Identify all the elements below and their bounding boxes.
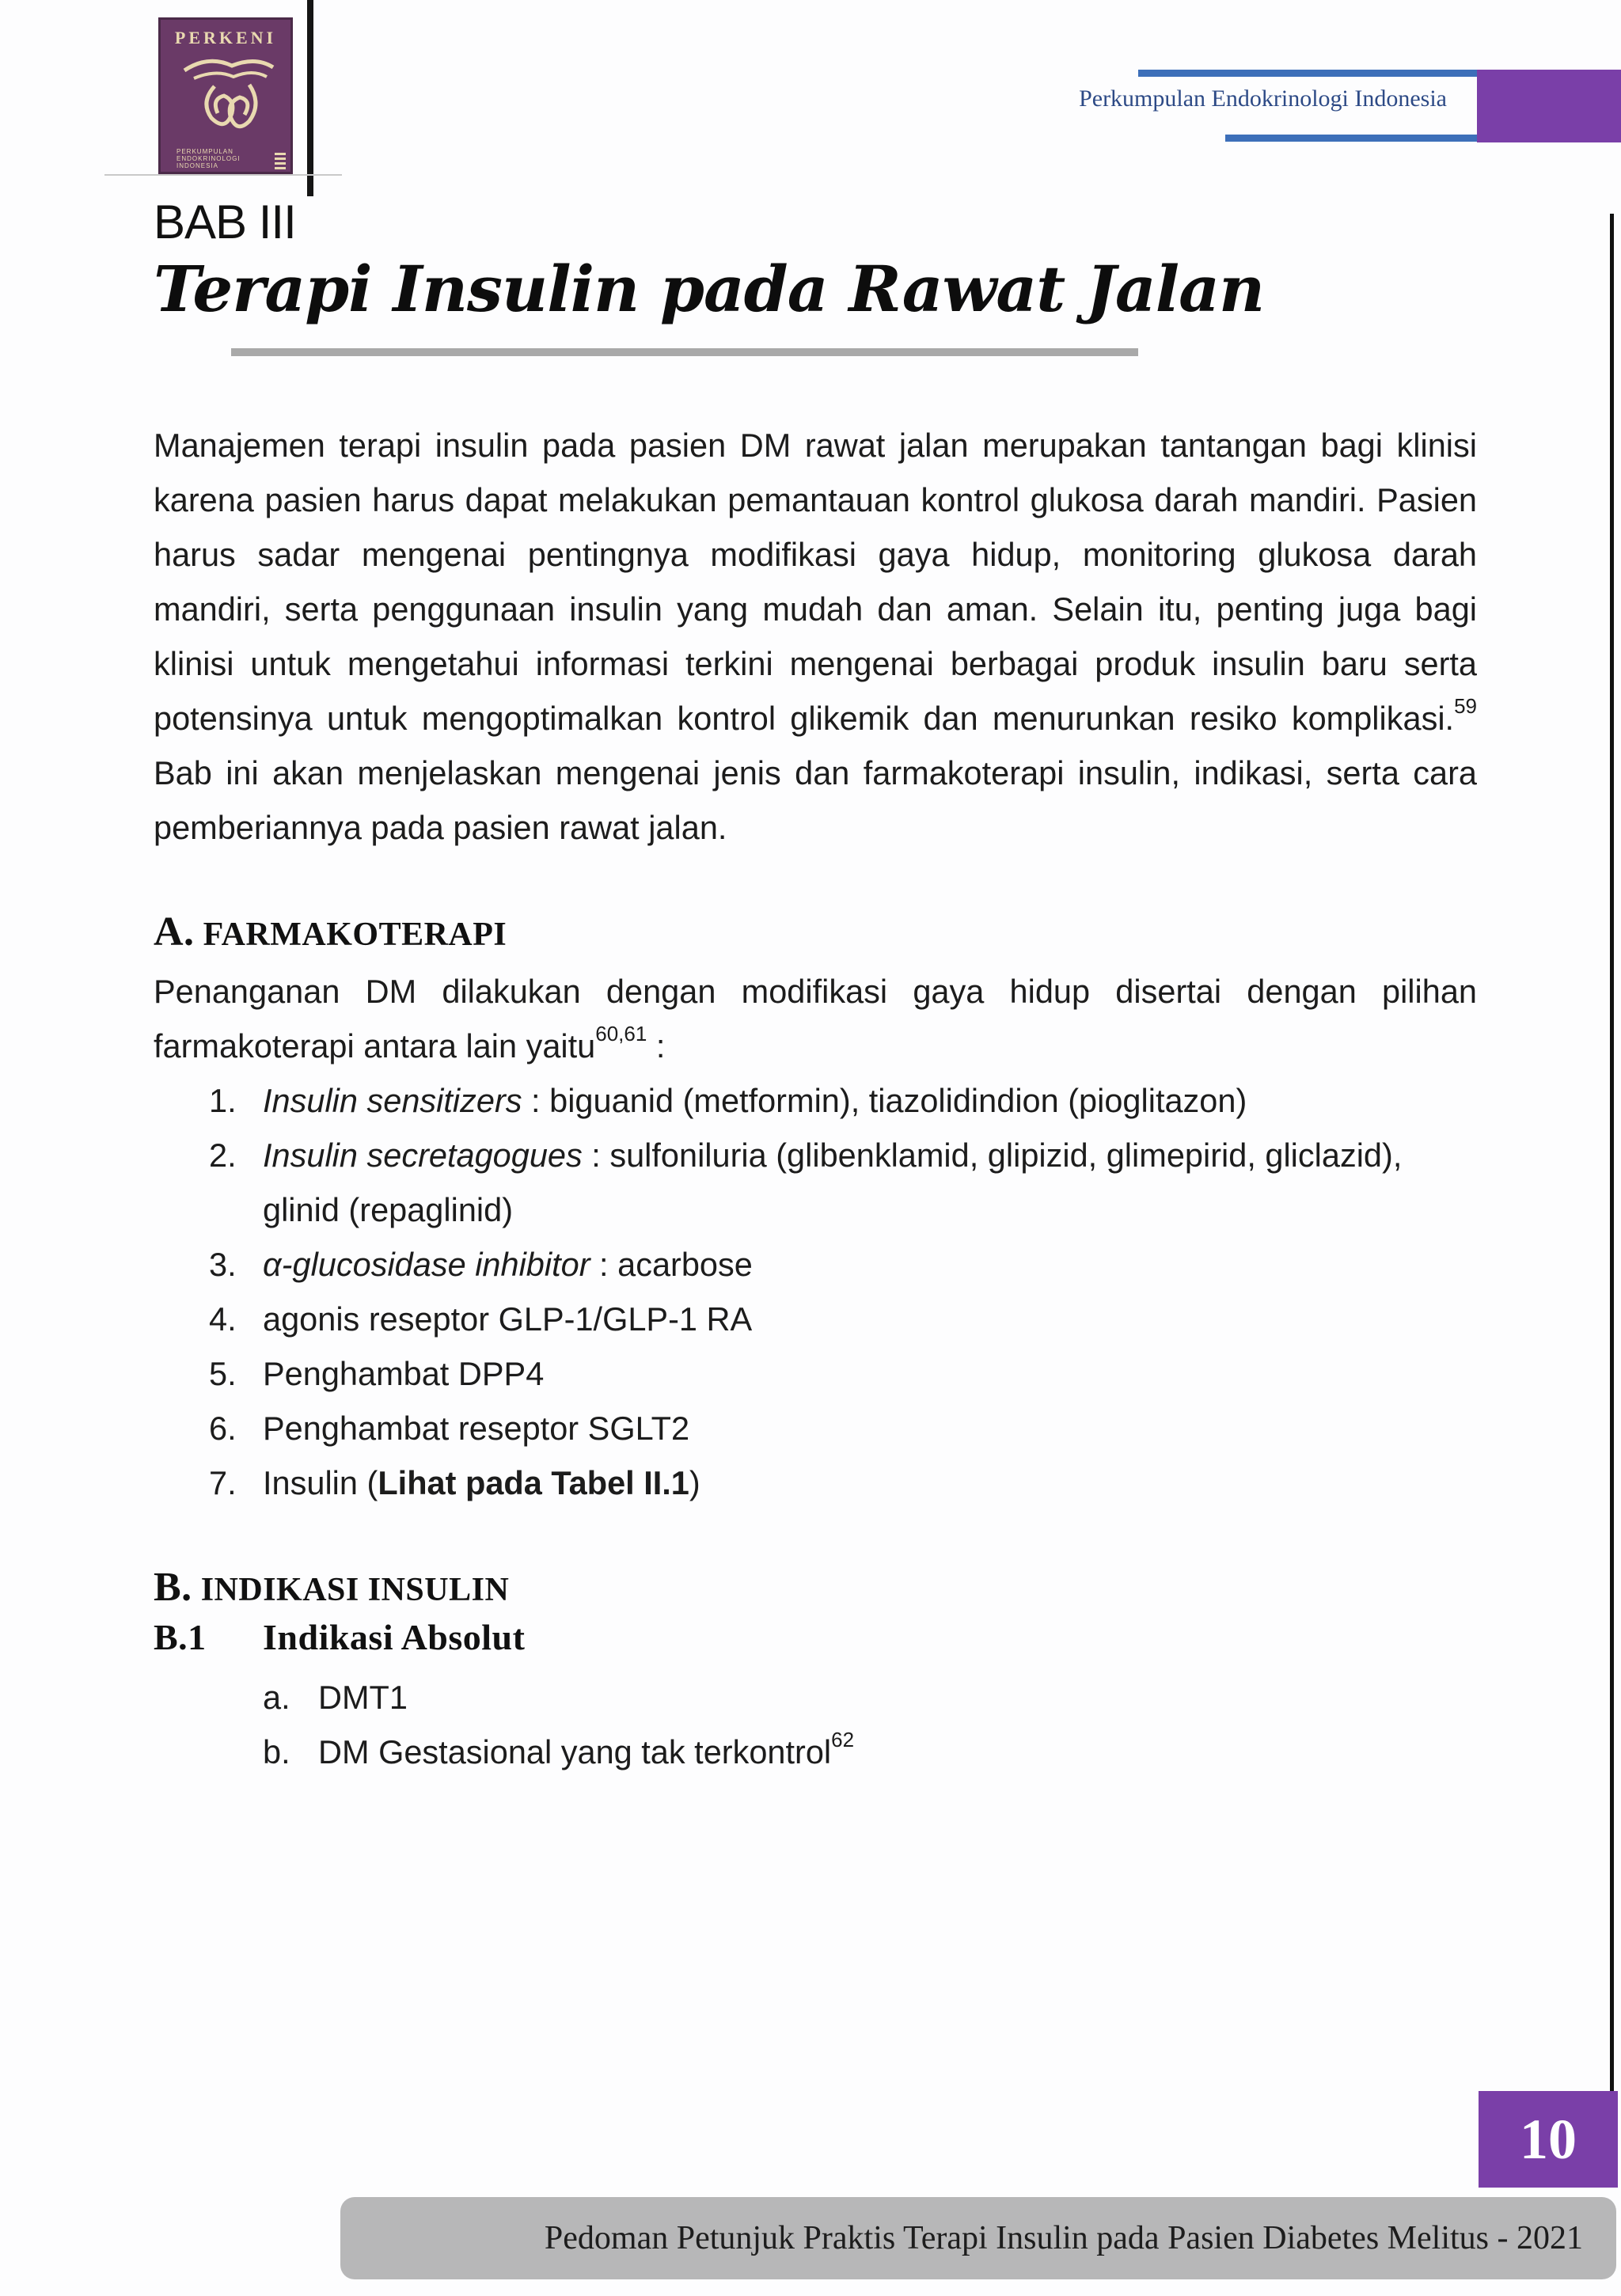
list-item: 3. α-glucosidase inhibitor : acarbose xyxy=(209,1246,753,1283)
citation: 62 xyxy=(831,1728,855,1752)
chapter-label: BAB III xyxy=(154,195,296,249)
right-margin-rule xyxy=(1610,214,1614,2105)
list-item: 5. Penghambat DPP4 xyxy=(209,1355,545,1392)
page-number: 10 xyxy=(1479,2091,1618,2188)
list-item: b. DM Gestasional yang tak terkontrol$^{62}$ xyxy=(263,1728,855,1770)
table-reference: Lihat pada Tabel II.1 xyxy=(378,1464,689,1501)
perkeni-logo xyxy=(158,17,293,174)
farmakoterapi-list xyxy=(154,1073,1477,1510)
header-vertical-rule xyxy=(307,0,313,196)
list-item: 1. Insulin sensitizers : biguanid (metformin), tiazolidindion (pioglitazon) xyxy=(209,1082,1247,1119)
section-a-heading: A. FARMAKOTERAPI xyxy=(154,909,507,954)
intro-paragraph: Manajemen terapi insulin pada pasien DM rawat jalan merupakan tantangan bagi klinisi karena pasien harus dapat melakukan pemantauan kontrol glukosa darah mandiri. Pasien harus sadar mengenai pentingnya modifikasi gaya hidup, monitoring glukosa darah mandiri, serta penggunaan insulin yang mudah dan aman. Selain itu, penting juga bagi klinisi untuk mengetahui informasi terkini mengenai berbagai produk insulin baru serta potensinya untuk mengoptimalkan kontrol glikemik dan menurunkan resiko komplikasi.$^{59}$ Bab ini akan menjelaskan mengenai jenis dan farmakoterapi insulin, indikasi, serta cara pemberiannya pada pasien rawat jalan. xyxy=(154,427,1477,846)
logo-subtitle: PERKUMPULAN ENDOKRINOLOGI INDONESIA xyxy=(177,148,241,169)
list-item: 4. agonis reseptor GLP-1/GLP-1 RA xyxy=(209,1300,753,1338)
title-underline xyxy=(231,348,1138,356)
organization-name: Perkumpulan Endokrinologi Indonesia xyxy=(1079,85,1447,112)
footer-book-title: Pedoman Petunjuk Praktis Terapi Insulin pada Pasien Diabetes Melitus - 2021 xyxy=(340,2197,1616,2279)
citation: 59 xyxy=(1454,694,1477,719)
logo-bars-icon xyxy=(275,153,286,170)
list-item: 2. Insulin secretagogues : sulfoniluria (glibenklamid, glipizid, glimepirid, gliclazid), glinid (repaglinid) xyxy=(209,1137,1403,1228)
indikasi-absolut-list xyxy=(154,1670,1477,1779)
citation: 60,61 xyxy=(595,1022,647,1046)
header-purple-block xyxy=(1477,70,1621,142)
chapter-title: Terapi Insulin pada Rawat Jalan xyxy=(154,252,1265,326)
logo-emblem-icon xyxy=(177,55,279,142)
header-blue-bar-top xyxy=(1138,70,1477,77)
header-horizontal-rule xyxy=(104,174,342,176)
section-b-heading: B. INDIKASI INSULIN xyxy=(154,1565,510,1610)
logo-title: PERKENI xyxy=(174,28,277,47)
header-blue-bar-bottom xyxy=(1225,135,1494,142)
list-item: a. DMT1 xyxy=(263,1679,408,1716)
list-item: 7. Insulin (Lihat pada Tabel II.1) xyxy=(209,1464,700,1501)
list-item: 6. Penghambat reseptor SGLT2 xyxy=(209,1410,690,1447)
section-a-intro: Penanganan DM dilakukan dengan modifikasi gaya hidup disertai dengan pilihan farmakoterapi antara lain yaitu$^{60,61}$ : xyxy=(154,973,1477,1065)
subsection-b1-heading: B.1 Indikasi Absolut xyxy=(154,1617,526,1657)
